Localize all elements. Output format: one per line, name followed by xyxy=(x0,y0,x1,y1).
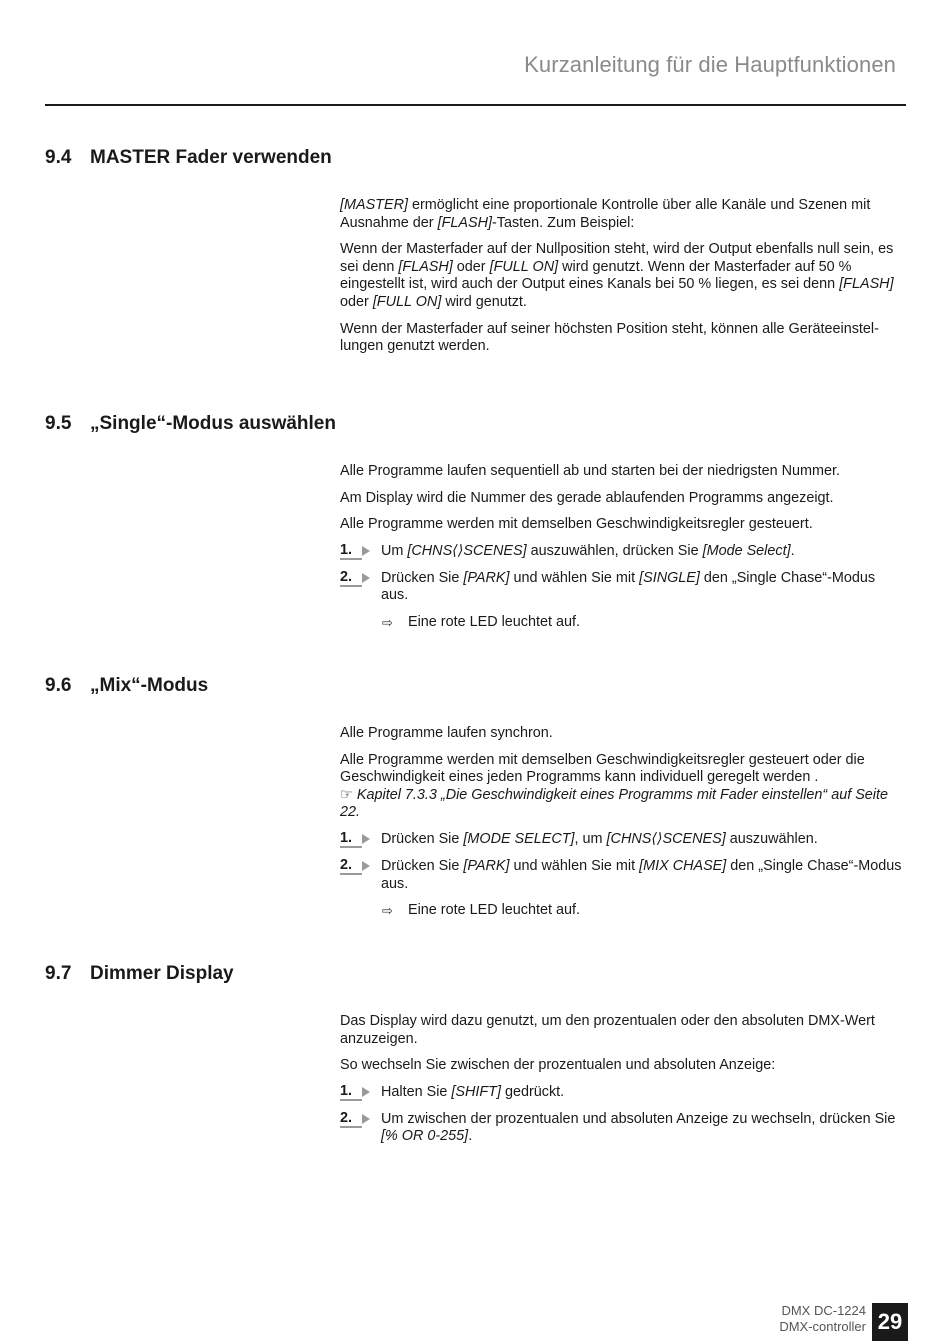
step-item xyxy=(340,570,906,605)
step-number: 1. xyxy=(340,1084,362,1101)
section-number: 9.7 xyxy=(45,963,72,984)
key-label: [CHNS⟨⟩SCENES] xyxy=(606,830,726,847)
section-body-9-4 xyxy=(340,197,906,365)
section-body-9-5 xyxy=(340,463,906,641)
step-marker xyxy=(340,831,370,848)
result-arrow-icon: ⇨ xyxy=(382,903,393,919)
text: oder xyxy=(452,258,490,275)
text: Eine rote LED leuchtet auf. xyxy=(408,613,580,630)
key-label: [SINGLE] xyxy=(639,569,700,586)
key-label: [FLASH] xyxy=(839,276,894,293)
paragraph: Am Display wird die Nummer des gerade ablaufenden Programms angezeigt. xyxy=(340,489,834,506)
reference-hand-icon: ☞ xyxy=(340,786,353,803)
step-number: 2. xyxy=(340,858,362,875)
text: gedrückt. xyxy=(500,1083,565,1100)
text: und wählen Sie mit xyxy=(509,857,640,874)
step-marker xyxy=(340,543,370,560)
section-title: Dimmer Display xyxy=(90,963,234,984)
key-label: [MODE SELECT] xyxy=(463,830,575,847)
footer-model: DMX DC-1224 xyxy=(781,1303,866,1318)
step-arrow-icon xyxy=(362,861,370,871)
section-number: 9.5 xyxy=(45,413,72,434)
step-number: 1. xyxy=(340,543,362,560)
key-label: [MIX CHASE] xyxy=(639,857,727,874)
step-item xyxy=(340,858,906,893)
section-number: 9.6 xyxy=(45,675,72,696)
text: -Tasten. Zum Beispiel: xyxy=(491,214,635,231)
step-arrow-icon xyxy=(362,546,370,556)
key-label: [FLASH] xyxy=(437,214,492,231)
step-item xyxy=(340,1111,906,1146)
footer-device-type: DMX-controller xyxy=(779,1319,866,1334)
paragraph xyxy=(340,241,906,311)
step-number: 2. xyxy=(340,1111,362,1128)
text: Alle Programme werden mit demselben Geschwindigkeitsregler gesteuert oder die Geschwindigkeit eines jeden Programms kann individuell geregelt werden . xyxy=(340,751,865,786)
key-label: [FULL ON] xyxy=(372,293,442,310)
text: und wählen Sie mit xyxy=(509,569,640,586)
text: wird genutzt. Wenn der Masterfader auf 50 % eingestellt ist, wird auch der Output eines Kanals bei 50 % liegen, es sei denn xyxy=(340,258,852,293)
step-number: 2. xyxy=(340,570,362,587)
section-title: MASTER Fader verwenden xyxy=(90,147,332,168)
text: Um zwischen der prozentualen und absoluten Anzeige zu wechseln, drücken Sie xyxy=(381,1110,896,1127)
text: ermöglicht eine proportionale Kontrolle über alle Kanäle und Szenen mit Ausnahme der xyxy=(340,197,871,231)
step-arrow-icon xyxy=(362,834,370,844)
paragraph: Wenn der Masterfader auf seiner höchsten Position steht, können alle Geräteeinstellungen genutzt werden. xyxy=(340,320,879,355)
page-header-title: Kurzanleitung für die Hauptfunktionen xyxy=(524,52,896,77)
step-arrow-icon xyxy=(362,1087,370,1097)
step-result xyxy=(340,614,906,632)
key-label: [% OR 0-255] xyxy=(381,1128,469,1145)
text: wird genutzt. xyxy=(441,293,527,310)
key-label: [MASTER] xyxy=(340,197,408,213)
text: Wenn der Masterfader auf der Nullposition steht, wird der Output ebenfalls null sein, es sei denn xyxy=(340,241,894,275)
step-number: 1. xyxy=(340,831,362,848)
section-body-9-7 xyxy=(340,1013,906,1155)
text: Eine rote LED leuchtet auf. xyxy=(408,902,580,919)
key-label: [PARK] xyxy=(463,857,510,874)
step-item xyxy=(340,831,906,849)
text: . xyxy=(468,1128,473,1145)
section-heading-9-4 xyxy=(45,147,332,169)
text: den „Single Chase“-Modus aus. xyxy=(381,857,902,892)
paragraph: So wechseln Sie zwischen der prozentualen und absoluten Anzeige: xyxy=(340,1057,776,1074)
step-marker xyxy=(340,1084,370,1101)
step-result xyxy=(340,902,906,920)
text: oder xyxy=(340,293,373,310)
key-label: [SHIFT] xyxy=(451,1083,501,1100)
step-item xyxy=(340,1084,906,1102)
footer-model-info xyxy=(779,1303,866,1335)
result-arrow-icon: ⇨ xyxy=(382,614,393,630)
paragraph: Alle Programme werden mit demselben Geschwindigkeitsregler gesteuert. xyxy=(340,516,813,533)
text: , um xyxy=(574,830,607,847)
section-heading-9-5 xyxy=(45,413,336,435)
key-label: [Mode Select] xyxy=(702,542,791,559)
text: den „Single Chase“-Modus aus. xyxy=(381,569,876,604)
key-label: [FLASH] xyxy=(398,258,453,275)
step-arrow-icon xyxy=(362,1114,370,1124)
key-label: [FULL ON] xyxy=(489,258,559,275)
paragraph: Alle Programme laufen sequentiell ab und starten bei der niedrigsten Nummer. xyxy=(340,463,840,479)
step-marker xyxy=(340,570,370,587)
section-heading-9-7 xyxy=(45,963,234,985)
text: Um xyxy=(381,542,408,559)
step-marker xyxy=(340,1111,370,1128)
text: auszuwählen, drücken Sie xyxy=(526,542,703,559)
paragraph: Alle Programme laufen synchron. xyxy=(340,725,553,741)
text: Drücken Sie xyxy=(381,857,464,874)
key-label: [CHNS⟨⟩SCENES] xyxy=(407,542,527,559)
paragraph: Das Display wird dazu genutzt, um den prozentualen oder den absoluten DMX-Wert anzuzeigen. xyxy=(340,1013,875,1047)
paragraph xyxy=(340,197,906,232)
step-arrow-icon xyxy=(362,573,370,583)
key-label: [PARK] xyxy=(463,569,510,586)
section-title: „Single“-Modus auswählen xyxy=(90,413,336,434)
text: Drücken Sie xyxy=(381,830,464,847)
text: Halten Sie xyxy=(381,1083,452,1100)
section-number: 9.4 xyxy=(45,147,72,168)
text: Drücken Sie xyxy=(381,569,464,586)
text: auszuwählen. xyxy=(725,830,818,847)
text: . xyxy=(790,542,795,559)
section-title: „Mix“-Modus xyxy=(90,675,209,696)
cross-reference-link[interactable]: Kapitel 7.3.3 „Die Geschwindigkeit eines Programms mit Fader einstellen“ auf Seite 22. xyxy=(340,786,889,821)
step-marker xyxy=(340,858,370,875)
page-number: 29 xyxy=(872,1303,908,1341)
section-heading-9-6 xyxy=(45,675,208,697)
header-divider xyxy=(45,104,906,106)
paragraph xyxy=(340,752,906,822)
step-item xyxy=(340,543,906,561)
section-body-9-6 xyxy=(340,725,906,929)
